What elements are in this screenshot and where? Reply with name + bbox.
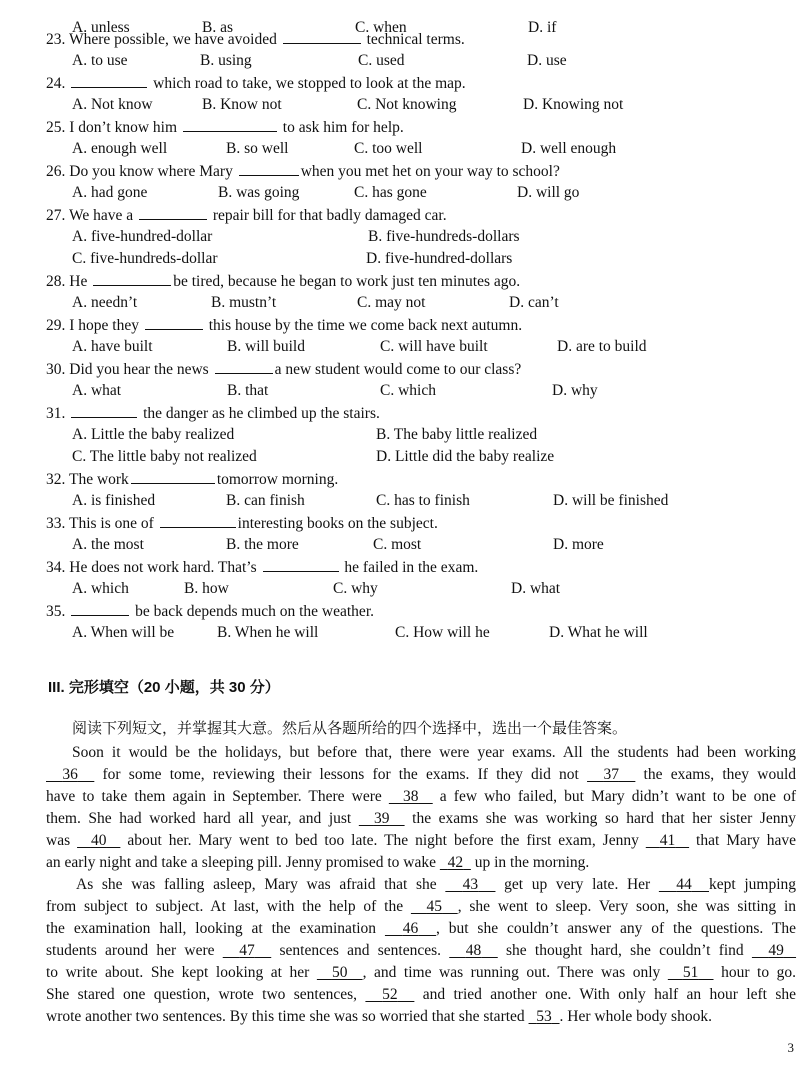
option-d: D. Little did the baby realize — [376, 448, 555, 465]
option-d: D. can’t — [509, 294, 559, 311]
question-stem-text: be tired, because he began to work just ten minutes ago. — [173, 273, 521, 290]
answer-blank — [183, 116, 277, 132]
answer-blank — [215, 358, 273, 374]
cloze-blank-number: 52 — [382, 986, 398, 1003]
option-c: C. has to finish — [376, 492, 470, 509]
question-stem-text: he failed in the exam. — [340, 559, 479, 576]
cloze-blank-number: 43 — [462, 876, 479, 893]
question-stem-text: repair bill for that badly damaged car. — [209, 207, 447, 224]
passage-text: the examination hall, looking at the examination — [46, 920, 385, 937]
question-stem-text: 29. I hope they — [46, 317, 143, 334]
cloze-blank — [359, 810, 405, 827]
page-number: 3 — [787, 1040, 794, 1055]
passage-line — [46, 1006, 796, 1028]
passage-text: She stared one question, wrote two sentences, — [46, 986, 366, 1003]
option-b: B. When he will — [217, 624, 319, 641]
question-stem-text: this house by the time we come back next autumn. — [204, 317, 523, 334]
passage-text: a few who failed, but Mary didn’t want to be one of — [432, 788, 797, 805]
question-stem-text: 25. I don’t know him — [46, 119, 181, 136]
cloze-blank — [365, 986, 414, 1003]
passage-line — [46, 896, 796, 918]
cloze-blank — [440, 854, 471, 871]
cloze-blank-number: 37 — [603, 766, 619, 783]
passage-text: , and time was running out. There was only — [362, 964, 668, 981]
section-instruction: 阅读下列短文，并掌握其大意。然后从各题所给的四个选择中，选出一个最佳答案。 — [72, 719, 628, 737]
cloze-blank — [529, 1008, 560, 1025]
passage-text: sentences and sentences. — [271, 942, 450, 959]
option-b: B. that — [227, 382, 269, 399]
option-d: D. well enough — [521, 140, 617, 157]
passage-line — [46, 742, 796, 764]
passage-text: up in the morning. — [470, 854, 590, 871]
cloze-blank-number: 41 — [659, 832, 676, 849]
passage-text: kept jumping — [709, 876, 797, 893]
passage-line — [46, 984, 796, 1006]
passage-text: was — [46, 832, 78, 849]
option-a: A. is finished — [72, 492, 156, 509]
q22-option-d: D. if — [528, 19, 557, 36]
option-b: B. how — [184, 580, 229, 597]
option-a: A. enough well — [72, 140, 168, 157]
option-c: C. most — [373, 536, 422, 553]
option-b: B. was going — [218, 184, 300, 201]
option-c: C. The little baby not realized — [72, 448, 257, 465]
question-stem-text: 26. Do you know where Mary — [46, 163, 237, 180]
passage-text: from subject to subject. At last, with the help of the — [46, 898, 411, 915]
option-d: D. what — [511, 580, 561, 597]
question-stem-text: tomorrow morning. — [216, 471, 339, 488]
q22-option-c: C. when — [355, 19, 407, 36]
cloze-blank — [77, 832, 120, 849]
answer-blank — [239, 160, 299, 176]
answer-blank — [93, 270, 171, 286]
question-stem-text: interesting books on the subject. — [237, 515, 438, 532]
option-c: C. Not knowing — [357, 96, 457, 113]
passage-text: them. She had worked hard all year, and just — [46, 810, 359, 827]
q22-option-b: B. as — [202, 19, 233, 36]
question-stem — [46, 270, 520, 292]
passage-text: , but she couldn’t answer any of the questions. The — [435, 920, 796, 937]
question-stem-text: technical terms. — [362, 31, 465, 48]
question-stem — [46, 314, 522, 336]
question-stem-text: 32. The work — [46, 471, 129, 488]
question-stem — [46, 204, 447, 226]
option-d: D. use — [527, 52, 567, 69]
passage-text: have to take them again in September. There were — [46, 788, 389, 805]
cloze-blank-number: 36 — [62, 766, 78, 783]
question-stem — [46, 28, 465, 50]
passage-text: the exams, they would — [635, 766, 797, 783]
passage-text: about her. Mary went to bed too late. The night before the first exam, Jenny — [120, 832, 646, 849]
option-a: A. what — [72, 382, 122, 399]
cloze-blank — [385, 920, 436, 937]
question-stem-text: 35. — [46, 603, 70, 620]
option-b: B. five-hundreds-dollars — [368, 228, 520, 245]
passage-line — [46, 852, 796, 874]
option-d: D. What he will — [549, 624, 648, 641]
cloze-blank — [449, 942, 498, 959]
option-c: C. has gone — [354, 184, 427, 201]
passage-text: get up very late. Her — [495, 876, 659, 893]
cloze-blank-number: 42 — [447, 854, 464, 871]
cloze-blank-number: 45 — [426, 898, 443, 915]
option-b: B. the more — [226, 536, 299, 553]
cloze-blank — [389, 788, 433, 805]
cloze-blank — [223, 942, 272, 959]
passage-line — [46, 918, 796, 940]
cloze-blank — [587, 766, 635, 783]
question-stem-text: 27. We have a — [46, 207, 138, 224]
question-stem-text: 30. Did you hear the news — [46, 361, 213, 378]
cloze-blank-number: 51 — [682, 964, 699, 981]
answer-blank — [145, 314, 203, 330]
option-d: D. why — [552, 382, 598, 399]
passage-text: the exams she was working so hard that her sister Jenny — [404, 810, 797, 827]
cloze-blank-number: 48 — [465, 942, 482, 959]
option-c: C. which — [380, 382, 436, 399]
passage-text: she thought hard, she couldn’t find — [497, 942, 752, 959]
passage-line — [46, 830, 796, 852]
cloze-blank — [659, 876, 709, 893]
option-c: C. will have built — [380, 338, 488, 355]
option-a: A. the most — [72, 536, 144, 553]
option-a: A. have built — [72, 338, 153, 355]
question-stem-text: 34. He does not work hard. That’s — [46, 559, 261, 576]
passage-text: for some tome, reviewing their lessons for the exams. If they did not — [94, 766, 588, 783]
passage-line — [46, 808, 796, 830]
cloze-blank — [646, 832, 689, 849]
question-stem-text: 23. Where possible, we have avoided — [46, 31, 281, 48]
option-b: B. can finish — [226, 492, 305, 509]
passage-line — [46, 940, 796, 962]
question-stem-text: when you met het on your way to school? — [300, 163, 560, 180]
answer-blank — [71, 402, 137, 418]
cloze-blank — [411, 898, 458, 915]
option-a: A. which — [72, 580, 129, 597]
answer-blank — [131, 468, 215, 484]
question-stem — [46, 72, 466, 94]
passage-text: As she was falling asleep, Mary was afraid that she — [76, 876, 446, 893]
question-stem — [46, 556, 478, 578]
answer-blank — [71, 600, 129, 616]
option-d: D. are to build — [557, 338, 647, 355]
cloze-blank — [752, 942, 796, 959]
question-stem-text: 24. — [46, 75, 70, 92]
passage-text: , she went to sleep. Very soon, she was sitting in — [457, 898, 797, 915]
option-c: C. used — [358, 52, 405, 69]
option-c: C. five-hundreds-dollar — [72, 250, 218, 267]
question-stem — [46, 402, 380, 424]
cloze-blank — [317, 964, 363, 981]
option-b: B. will build — [227, 338, 305, 355]
option-d: D. five-hundred-dollars — [366, 250, 513, 267]
cloze-blank-number: 46 — [402, 920, 419, 937]
cloze-passage — [46, 742, 796, 1028]
answer-blank — [263, 556, 339, 572]
answer-blank — [160, 512, 236, 528]
option-c: C. too well — [354, 140, 423, 157]
passage-line — [46, 962, 796, 984]
question-stem-text: 31. — [46, 405, 70, 422]
option-d: D. Knowing not — [523, 96, 624, 113]
option-b: B. so well — [226, 140, 289, 157]
passage-text: that Mary have — [689, 832, 797, 849]
option-c: C. may not — [357, 294, 426, 311]
option-a: A. to use — [72, 52, 128, 69]
passage-line — [46, 874, 796, 896]
question-stem-text: the danger as he climbed up the stairs. — [139, 405, 380, 422]
question-stem-text: to ask him for help. — [278, 119, 404, 136]
passage-text: . Her whole body shook. — [559, 1008, 712, 1025]
cloze-blank-number: 47 — [239, 942, 255, 959]
cloze-blank-number: 49 — [768, 942, 784, 959]
question-stem-text: be back depends much on the weather. — [131, 603, 374, 620]
option-a: A. Little the baby realized — [72, 426, 235, 443]
option-b: B. using — [200, 52, 252, 69]
option-b: B. Know not — [202, 96, 282, 113]
passage-text: hour to go. — [713, 964, 796, 981]
question-stem-text: which road to take, we stopped to look at the map. — [149, 75, 466, 92]
option-d: D. more — [553, 536, 604, 553]
option-a: A. five-hundred-dollar — [72, 228, 213, 245]
cloze-blank-number: 44 — [676, 876, 692, 893]
passage-text: and tried another one. With only half an hour left she — [414, 986, 797, 1003]
option-a: A. Not know — [72, 96, 153, 113]
cloze-blank-number: 38 — [403, 788, 419, 805]
cloze-blank — [46, 766, 94, 783]
option-d: D. will go — [517, 184, 580, 201]
option-b: B. The baby little realized — [376, 426, 538, 443]
cloze-blank — [445, 876, 495, 893]
section-title: III. 完形填空（20 小题，共 30 分） — [48, 679, 280, 696]
question-stem-text: a new student would come to our class? — [274, 361, 522, 378]
passage-text: students around her were — [46, 942, 223, 959]
question-stem — [46, 358, 521, 380]
option-d: D. will be finished — [553, 492, 669, 509]
passage-text: to write about. She kept looking at her — [46, 964, 317, 981]
question-stem — [46, 160, 560, 182]
answer-blank — [283, 28, 361, 44]
passage-text: an early night and take a sleeping pill. Jenny promised to wake — [46, 854, 440, 871]
question-stem — [46, 468, 338, 490]
option-a: A. needn’t — [72, 294, 138, 311]
cloze-blank-number: 53 — [536, 1008, 552, 1025]
passage-line — [46, 764, 796, 786]
option-c: C. why — [333, 580, 378, 597]
cloze-blank-number: 50 — [331, 964, 348, 981]
question-stem-text: 33. This is one of — [46, 515, 158, 532]
option-a: A. When will be — [72, 624, 175, 641]
question-stem-text: 28. He — [46, 273, 92, 290]
passage-text: Soon it would be the holidays, but before that, there were year exams. All the students had been working — [72, 744, 796, 761]
option-b: B. mustn’t — [211, 294, 277, 311]
passage-text: wrote another two sentences. By this time she was so worried that she started — [46, 1008, 529, 1025]
cloze-blank — [668, 964, 714, 981]
option-a: A. had gone — [72, 184, 148, 201]
question-stem — [46, 512, 438, 534]
passage-line — [46, 786, 796, 808]
q22-option-a: A. unless — [72, 19, 130, 36]
option-c: C. How will he — [395, 624, 490, 641]
question-stem — [46, 600, 374, 622]
answer-blank — [139, 204, 207, 220]
answer-blank — [71, 72, 147, 88]
question-stem — [46, 116, 404, 138]
cloze-blank-number: 39 — [373, 810, 390, 827]
cloze-blank-number: 40 — [90, 832, 107, 849]
